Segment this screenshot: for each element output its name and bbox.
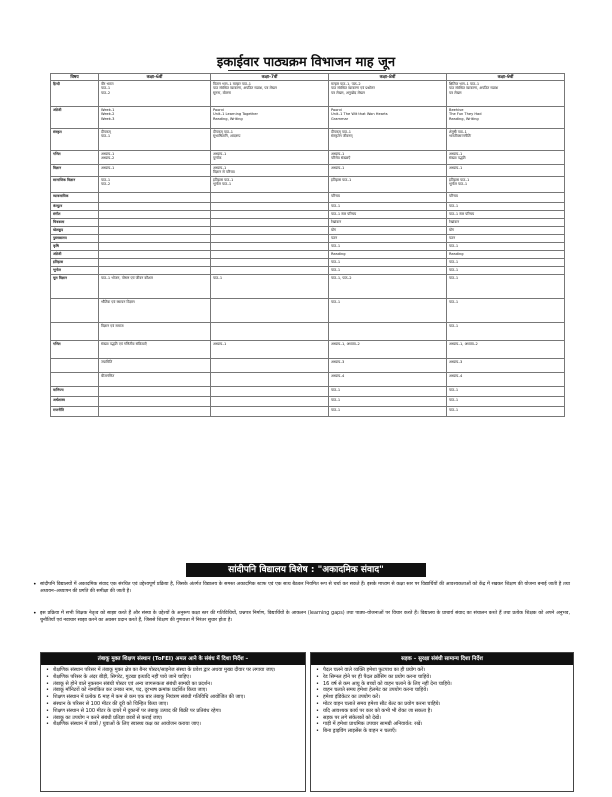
syllabus-cell: पाठ–1 स्वर परिचय — [329, 211, 447, 219]
list-item: • संस्थान के परिसर से 100 मीटर की दूरी को चिन्हित किया जाए। — [53, 701, 301, 708]
syllabus-cell: अध्याय–1 — [447, 165, 565, 177]
tobacco-list — [41, 667, 305, 728]
table-row — [51, 235, 565, 243]
subject-cell: गणित — [51, 151, 99, 165]
syllabus-cell: वीर भारत पाठ–1 पाठ–2 — [99, 81, 211, 107]
syllabus-cell — [211, 359, 329, 373]
syllabus-cell: पाठ–1 पाठ–2 — [99, 177, 211, 193]
syllabus-cell — [211, 227, 329, 235]
subject-cell: राजनीति — [51, 407, 99, 417]
subject-cell — [51, 323, 99, 341]
subject-cell: भूगोल — [51, 267, 99, 275]
syllabus-cell: Week-1 Week-2 Week-3 — [99, 107, 211, 129]
table-row — [51, 81, 565, 107]
syllabus-cell: पाठ–1 — [329, 299, 447, 323]
syllabus-cell — [99, 211, 211, 219]
syllabus-cell — [211, 235, 329, 243]
table-row — [51, 387, 565, 397]
syllabus-cell: अध्याय–1 अध्याय–2 — [99, 151, 211, 165]
syllabus-cell: पाठ–1 — [329, 259, 447, 267]
syllabus-cell: पाठ–1 — [329, 397, 447, 407]
syllabus-cell — [329, 323, 447, 341]
syllabus-table — [50, 73, 565, 417]
paragraph-2 — [33, 610, 570, 624]
table-row — [51, 165, 565, 177]
syllabus-cell: पाठ–1 — [211, 275, 329, 299]
subject-cell: हिन्दी — [51, 81, 99, 107]
road-safety-box — [310, 652, 574, 792]
table-row — [51, 341, 565, 359]
syllabus-cell: पाठ–1 — [329, 203, 447, 211]
syllabus-cell: पाठ–1 — [329, 407, 447, 417]
list-item: • तंबाकू से होने वाले नुकसान संबंधी पोस्टर एवं अन्य जागरूकता संबंधी सामग्री का प्रदर्शन। — [53, 681, 301, 688]
list-item: • शैक्षणिक संस्थान में छात्रों / युवाओं के लिए स्वास्थ्य कक्ष का आयोजन कराया जाए। — [53, 721, 301, 728]
syllabus-cell: दीपकम् पाठ–1 संस्कृतेन जीवनम् — [329, 129, 447, 151]
list-item: • हमेशा इंडिकेटर का उपयोग करें। — [323, 694, 569, 701]
syllabus-cell: शेमुषी पाठ–1 भारतीवसन्तगीतिः — [447, 129, 565, 151]
syllabus-cell: पाठ–1 — [329, 267, 447, 275]
syllabus-cell: इतिहास पाठ–1 भूगोल पाठ–1 — [447, 177, 565, 193]
list-item: • बिना ड्राइविंग लाइसेंस के वाहन न चलाएँ। — [323, 728, 569, 735]
subject-cell: गणित — [51, 341, 99, 359]
tobacco-guidelines-box — [40, 652, 306, 792]
column-header: विषय — [51, 74, 99, 81]
syllabus-cell: अध्याय–1 — [329, 165, 447, 177]
syllabus-cell — [99, 227, 211, 235]
table-row — [51, 397, 565, 407]
list-item: • गाड़ी में हमेशा प्राथमिक उपचार सामग्री अनिवार्यत: रखें। — [323, 721, 569, 728]
syllabus-cell: योग — [447, 227, 565, 235]
syllabus-cell — [211, 211, 329, 219]
syllabus-cell: अध्याय–1 — [99, 165, 211, 177]
syllabus-cell: Reading — [329, 251, 447, 259]
table-row — [51, 151, 565, 165]
syllabus-cell: पाठ–1 — [447, 323, 565, 341]
subject-cell: अंग्रेजी — [51, 107, 99, 129]
list-item: • शिक्षण संस्थान से 100 मीटर के दायरे में दुकानों पर तंबाकू उत्पाद की बिक्री पर प्रतिबंध रहेगा। — [53, 708, 301, 715]
syllabus-cell: पाठ–1 — [447, 407, 565, 417]
page-title: इकाईवार पाठ्यक्रम विभाजन माह जून — [216, 55, 396, 70]
syllabus-cell: पठन — [329, 235, 447, 243]
syllabus-cell — [211, 267, 329, 275]
syllabus-cell: भौतिक एवं रसायन विज्ञान — [99, 299, 211, 323]
subject-cell: मूल विज्ञान — [51, 275, 99, 299]
syllabus-cell: मल्हार पाठ–1, पाठ–2 पाठ संबंधित व्याकरण एवं प्रश्नोत्तर पत्र लेखन, अनुच्छेद लेखन — [329, 81, 447, 107]
syllabus-cell: पाठ–1 — [447, 243, 565, 251]
syllabus-cell — [211, 407, 329, 417]
syllabus-cell — [211, 219, 329, 227]
syllabus-cell — [211, 259, 329, 267]
list-item: • शिक्षण संस्थान में प्रत्येक 6 माह में कम से कम एक बार तंबाकू नियंत्रण संबंधी गतिविधि आयोजित की जाए। — [53, 694, 301, 701]
syllabus-cell: दीपकम् पाठ–1 सुभाषितानि, शब्दरूप — [211, 129, 329, 151]
syllabus-cell: अध्याय–3 — [329, 359, 447, 373]
road-safety-list — [311, 667, 573, 735]
table-row — [51, 299, 565, 323]
list-item: • मोटर वाहन चलाते समय हमेशा सीट बेल्ट का प्रयोग करना चाहिये। — [323, 701, 569, 708]
subject-cell: अंग्रेजी — [51, 251, 99, 259]
subject-cell: खेलकूद — [51, 227, 99, 235]
list-item: • सड़क पर लगे संकेतकों को देखें। — [323, 715, 569, 722]
table-row — [51, 359, 565, 373]
table-row — [51, 323, 565, 341]
syllabus-cell — [211, 373, 329, 387]
syllabus-cell: पाठ–1, पाठ–2 — [329, 275, 447, 299]
list-item: • पैदल चलने वाले व्यक्ति हमेशा फुटपाथ का ही प्रयोग करें। — [323, 667, 569, 674]
syllabus-cell: योग — [329, 227, 447, 235]
paragraph-text: सांदीपनि विद्यालयों में अकादमिक संवाद एक संरचित एवं उद्देश्यपूर्ण प्रक्रिया है, जिसके अंतर्गत विद्यालय के समस्त अकादमिक स्टाफ एवं एक साथ बैठकर नियमित रूप से चर्चा कर सकते हैं। इसके माध्यम से कक्षा स्तर पर विद्यार्थियों की आवश्यकताओं को केंद्र में रखकर शिक्षण की योजना बनाई जाती है तथा अध्ययन–अध्यापन की प्रगति की समीक्षा की जाती है। — [40, 582, 570, 594]
syllabus-cell: Poorvi Unit–1 Learning Together Reading, Writing — [211, 107, 329, 129]
syllabus-cell — [99, 243, 211, 251]
syllabus-cell: पाठ–1 — [447, 203, 565, 211]
syllabus-cell — [211, 397, 329, 407]
table-row — [51, 203, 565, 211]
syllabus-cell — [211, 387, 329, 397]
table-row — [51, 211, 565, 219]
syllabus-cell: अध्याय–1 पूर्णांक — [211, 151, 329, 165]
syllabus-cell — [211, 299, 329, 323]
syllabus-cell — [211, 193, 329, 203]
subject-cell — [51, 359, 99, 373]
syllabus-cell — [211, 251, 329, 259]
table-row — [51, 267, 565, 275]
paragraph-1 — [33, 581, 570, 595]
bullet-icon: • — [33, 581, 37, 588]
syllabus-cell — [211, 323, 329, 341]
subject-cell — [51, 373, 99, 387]
section-banner: सांदीपनि विद्यालय विशेष : "अकादमिक संवाद" — [186, 563, 426, 577]
syllabus-cell: परिचय — [329, 193, 447, 203]
syllabus-cell: Reading — [447, 251, 565, 259]
syllabus-cell — [99, 251, 211, 259]
syllabus-cell: परिचय — [447, 193, 565, 203]
guideline-boxes — [40, 652, 572, 790]
syllabus-cell: विज्ञान एवं समाज — [99, 323, 211, 341]
syllabus-cell: अध्याय–1 संख्या पद्धति — [447, 151, 565, 165]
table-row — [51, 251, 565, 259]
syllabus-cell — [99, 235, 211, 243]
syllabus-cell: दीपकम् पाठ–1 — [99, 129, 211, 151]
table-row — [51, 107, 565, 129]
tobacco-box-heading: तंबाकू मुक्त शिक्षण संस्थान (ToFEI) अमल आने के संबंध में दिशा निर्देश – — [41, 653, 305, 665]
syllabus-cell: अध्याय–3 — [447, 359, 565, 373]
syllabus-cell: पाठ–1 — [329, 243, 447, 251]
syllabus-cell: Poorvi Unit–1 The Wit that Won Hearts Grammar — [329, 107, 447, 129]
column-header: कक्षा–9वीं — [447, 74, 565, 81]
subject-cell: विज्ञान — [51, 165, 99, 177]
column-header: कक्षा–8वीं — [329, 74, 447, 81]
bullet-icon: • — [33, 610, 37, 617]
subject-cell: चित्रकला — [51, 219, 99, 227]
table-row — [51, 193, 565, 203]
syllabus-cell: पाठ–1 — [447, 299, 565, 323]
syllabus-cell: पाठ–1 भोजन, पोषण एवं जीवन कौशल — [99, 275, 211, 299]
syllabus-cell: अध्याय–4 — [447, 373, 565, 387]
syllabus-cell — [99, 407, 211, 417]
table-header-row — [51, 74, 565, 81]
table-row — [51, 259, 565, 267]
syllabus-cell: पठन — [447, 235, 565, 243]
syllabus-cell: पाठ–1 — [447, 387, 565, 397]
table-row — [51, 243, 565, 251]
list-item: • तंबाकू का उपयोग न करने संबंधी प्रतिज्ञा छात्रों से कराई जाए। — [53, 715, 301, 722]
syllabus-cell — [99, 203, 211, 211]
syllabus-cell: पाठ–1 — [447, 259, 565, 267]
subject-cell: व्यावसायिक — [51, 193, 99, 203]
syllabus-cell — [99, 259, 211, 267]
column-header: कक्षा–6वीं — [99, 74, 211, 81]
syllabus-cell: रेखांकन — [447, 219, 565, 227]
subject-cell: इतिहास — [51, 259, 99, 267]
syllabus-cell: अध्याय–1 परिमेय संख्याएँ — [329, 151, 447, 165]
table-row — [51, 227, 565, 235]
subject-cell: कंप्यूटर — [51, 203, 99, 211]
title-underline — [228, 70, 386, 71]
subject-cell: पुस्तकालय — [51, 235, 99, 243]
subject-cell: संगीत — [51, 211, 99, 219]
road-safety-heading: सड़क – सुरक्षा संबंधी सामान्य दिशा निर्देश — [311, 653, 573, 665]
table-row — [51, 129, 565, 151]
list-item: • तंबाकू मॉनिटरों को नामांकित कर उनका नाम, पद, दूरभाष क्रमांक प्रदर्शित किया जाए। — [53, 687, 301, 694]
list-item: • शैक्षणिक परिसर के अंदर बीड़ी, सिगरेट, गुटखा इत्यादि नहीं पाये जाने चाहिए। — [53, 674, 301, 681]
syllabus-cell: अध्याय–1, अध्याय–2 — [329, 341, 447, 359]
subject-cell: सामाजिक विज्ञान — [51, 177, 99, 193]
syllabus-cell: पाठ–1 — [329, 387, 447, 397]
table-row — [51, 219, 565, 227]
syllabus-cell: पाठ–1 स्वर परिचय — [447, 211, 565, 219]
syllabus-cell: ज्यामिति — [99, 359, 211, 373]
syllabus-cell — [99, 397, 211, 407]
table-row — [51, 177, 565, 193]
syllabus-cell — [99, 387, 211, 397]
subject-cell: वाणिज्य — [51, 387, 99, 397]
list-item: • शैक्षणिक संस्थान परिसर में तंबाकू मुक्त क्षेत्र का बैनर पोस्टर/साइनेज संस्था के प्रवेश द्वार अथवा मुख्य दीवार पर लगाया जाए। — [53, 667, 301, 674]
syllabus-cell: अध्याय–1 विज्ञान से परिचय — [211, 165, 329, 177]
syllabus-cell: बीजगणित — [99, 373, 211, 387]
list-item: • रेड सिग्नल होने पर ही पैदल क्रॉसिंग का प्रयोग करना चाहिये। — [323, 674, 569, 681]
syllabus-cell — [99, 193, 211, 203]
syllabus-cell: पाठ–1 — [447, 267, 565, 275]
list-item: • 16 वर्ष से कम आयु के बच्चों को वाहन चलाने के लिए नहीं देना चाहिये। — [323, 681, 569, 688]
syllabus-cell — [99, 267, 211, 275]
syllabus-cell — [99, 219, 211, 227]
subject-cell: कृषि — [51, 243, 99, 251]
paragraph-text: इस प्रक्रिया में सभी शिक्षक नेतृत्व को साझा करते हैं और संस्था के उद्देश्यों के अनुरूप कक्षा स्तर की गतिविधियों, प्रश्नपत्र निर्माण, विद्यार्थियों के आकलन (learning gaps) तथा पाठ्य–योजनाओं पर विचार करते हैं। विद्यालय के प्राचार्य संवाद का संचालन करते हैं तथा प्रत्येक शिक्षक को अपने अनुभव, चुनौतियाँ एवं नवाचार साझा करने का अवसर प्रदान करते हैं, जिससे शिक्षण की गुणवत्ता में निरंतर सुधार होता है। — [40, 611, 570, 623]
syllabus-cell: वितान भाग–1 मल्हार पाठ–1 पाठ संबंधित व्याकरण, अपठित गद्यांश, पत्र लेखन सुनना, बोलना — [211, 81, 329, 107]
syllabus-cell: क्षितिज भाग–1 पाठ–1 पाठ संबंधित व्याकरण, अपठित गद्यांश पत्र लेखन — [447, 81, 565, 107]
syllabus-cell: Beehive The Fun They Had Reading, Writing — [447, 107, 565, 129]
syllabus-cell: संख्या पद्धति एवं गणितीय संक्रियाएँ — [99, 341, 211, 359]
syllabus-cell — [211, 243, 329, 251]
column-header: कक्षा–7वीं — [211, 74, 329, 81]
syllabus-cell: इतिहास पाठ–1 भूगोल पाठ–1 — [211, 177, 329, 193]
syllabus-cell: पाठ–1 — [447, 397, 565, 407]
syllabus-cell: पाठ–1 — [447, 275, 565, 299]
syllabus-cell: अध्याय–1 — [211, 341, 329, 359]
table-row — [51, 275, 565, 299]
syllabus-cell: इतिहास पाठ–1 — [329, 177, 447, 193]
table-body — [51, 81, 565, 417]
syllabus-cell — [211, 203, 329, 211]
list-item: • यदि आवश्यक कार्य पर कार को कभी भी रोका जा सकता है। — [323, 708, 569, 715]
subject-cell — [51, 299, 99, 323]
list-item: • वाहन चलाते समय हमेशा हेलमेट का उपयोग करना चाहिये। — [323, 687, 569, 694]
table-row — [51, 373, 565, 387]
subject-cell: अर्थशास्त्र — [51, 397, 99, 407]
syllabus-cell: रेखांकन — [329, 219, 447, 227]
syllabus-cell: अध्याय–1, अध्याय–2 — [447, 341, 565, 359]
subject-cell: संस्कृत — [51, 129, 99, 151]
table-row — [51, 407, 565, 417]
syllabus-cell: अध्याय–4 — [329, 373, 447, 387]
